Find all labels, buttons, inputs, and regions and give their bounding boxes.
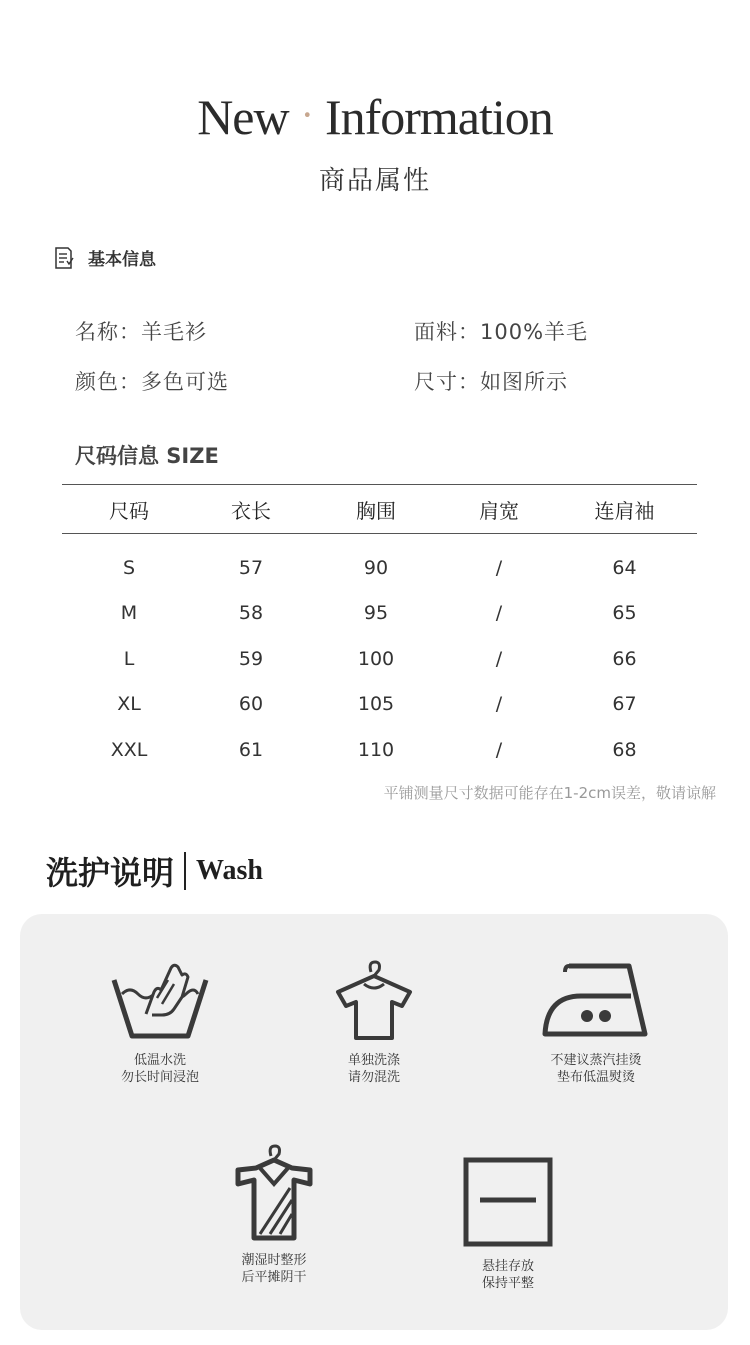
care-text-line2: 请勿混洗	[347, 1070, 400, 1085]
title-information: Information	[324, 89, 553, 145]
table-cell: /	[495, 693, 503, 716]
drip-dry-shirt-icon	[224, 1142, 324, 1242]
col-size: 尺码	[109, 498, 149, 523]
attr-name: 名称：羊毛衫	[75, 320, 207, 344]
care-text-line2: 后平摊阴干	[241, 1270, 307, 1285]
table-cell: 68	[612, 738, 637, 761]
col-length: 衣长	[231, 498, 271, 523]
col-chest: 胸围	[356, 498, 396, 523]
table-cell: M	[120, 602, 138, 625]
title-dot: ·	[300, 92, 313, 137]
care-text-line1: 悬挂存放	[481, 1259, 534, 1274]
table-cell: 65	[612, 602, 637, 625]
care-text-line2: 保持平整	[481, 1276, 534, 1291]
tshirt-hanger-icon	[324, 958, 424, 1042]
size-table	[62, 484, 697, 773]
measurement-note: 平铺测量尺寸数据可能存在1-2cm误差，敬请谅解	[383, 784, 716, 802]
table-cell: 66	[612, 647, 637, 670]
table-cell: /	[495, 647, 503, 670]
table-cell: /	[495, 556, 503, 579]
attr-fabric: 面料：100%羊毛	[414, 320, 589, 344]
col-sleeve: 连肩袖	[594, 498, 655, 523]
table-cell: 110	[357, 738, 395, 761]
page-title	[0, 88, 750, 146]
attr-color: 颜色：多色可选	[75, 370, 229, 394]
col-shoulder: 肩宽	[479, 498, 519, 523]
wash-title-en: Wash	[196, 855, 263, 886]
table-row	[62, 636, 697, 682]
size-info-heading: 尺码信息 SIZE	[75, 444, 219, 468]
care-text-line1: 单独洗涤	[347, 1053, 400, 1068]
table-cell: XL	[117, 693, 141, 716]
table-row	[62, 682, 697, 728]
page-subtitle: 商品属性	[318, 166, 431, 196]
table-cell: /	[495, 602, 503, 625]
table-cell: 59	[238, 647, 264, 670]
table-cell: /	[495, 738, 503, 761]
flat-dry-icon	[462, 1156, 554, 1248]
wash-heading	[46, 848, 263, 894]
iron-icon	[541, 958, 651, 1042]
table-cell: 67	[612, 693, 637, 716]
care-item-shape-dry	[214, 1142, 334, 1286]
table-cell: 64	[612, 556, 637, 579]
attr-size: 尺寸：如图所示	[414, 370, 568, 394]
care-item-hand-wash	[100, 958, 220, 1086]
table-row	[62, 545, 697, 591]
table-cell: S	[122, 556, 136, 579]
table-row	[62, 727, 697, 773]
wash-divider	[184, 852, 186, 890]
table-cell: 95	[363, 602, 389, 625]
document-list-icon	[52, 246, 76, 270]
size-table-header	[62, 484, 697, 534]
basic-info-heading	[52, 245, 156, 270]
table-row	[62, 591, 697, 637]
hand-wash-icon	[110, 958, 210, 1042]
care-text-line1: 潮湿时整形	[241, 1253, 307, 1268]
basic-info-label: 基本信息	[88, 250, 156, 270]
size-table-body	[62, 534, 697, 773]
title-new: New	[197, 89, 289, 145]
table-cell: 100	[357, 647, 395, 670]
care-text-line2: 勿长时间浸泡	[120, 1070, 199, 1085]
table-cell: 105	[357, 693, 395, 716]
care-item-iron	[526, 958, 666, 1086]
table-cell: 57	[238, 556, 264, 579]
table-cell: 58	[238, 602, 264, 625]
care-text-line1: 低温水洗	[133, 1053, 186, 1068]
table-cell: 60	[238, 693, 264, 716]
care-item-separate-wash	[314, 958, 434, 1086]
table-cell: XXL	[110, 738, 148, 761]
care-text-line2: 垫布低温熨烫	[556, 1070, 635, 1085]
table-cell: L	[123, 647, 135, 670]
table-cell: 90	[363, 556, 389, 579]
care-text-line1: 不建议蒸汽挂烫	[550, 1053, 642, 1068]
table-cell: 61	[238, 738, 264, 761]
care-item-flat-store	[448, 1156, 568, 1292]
wash-title-cn: 洗护说明	[46, 854, 175, 892]
